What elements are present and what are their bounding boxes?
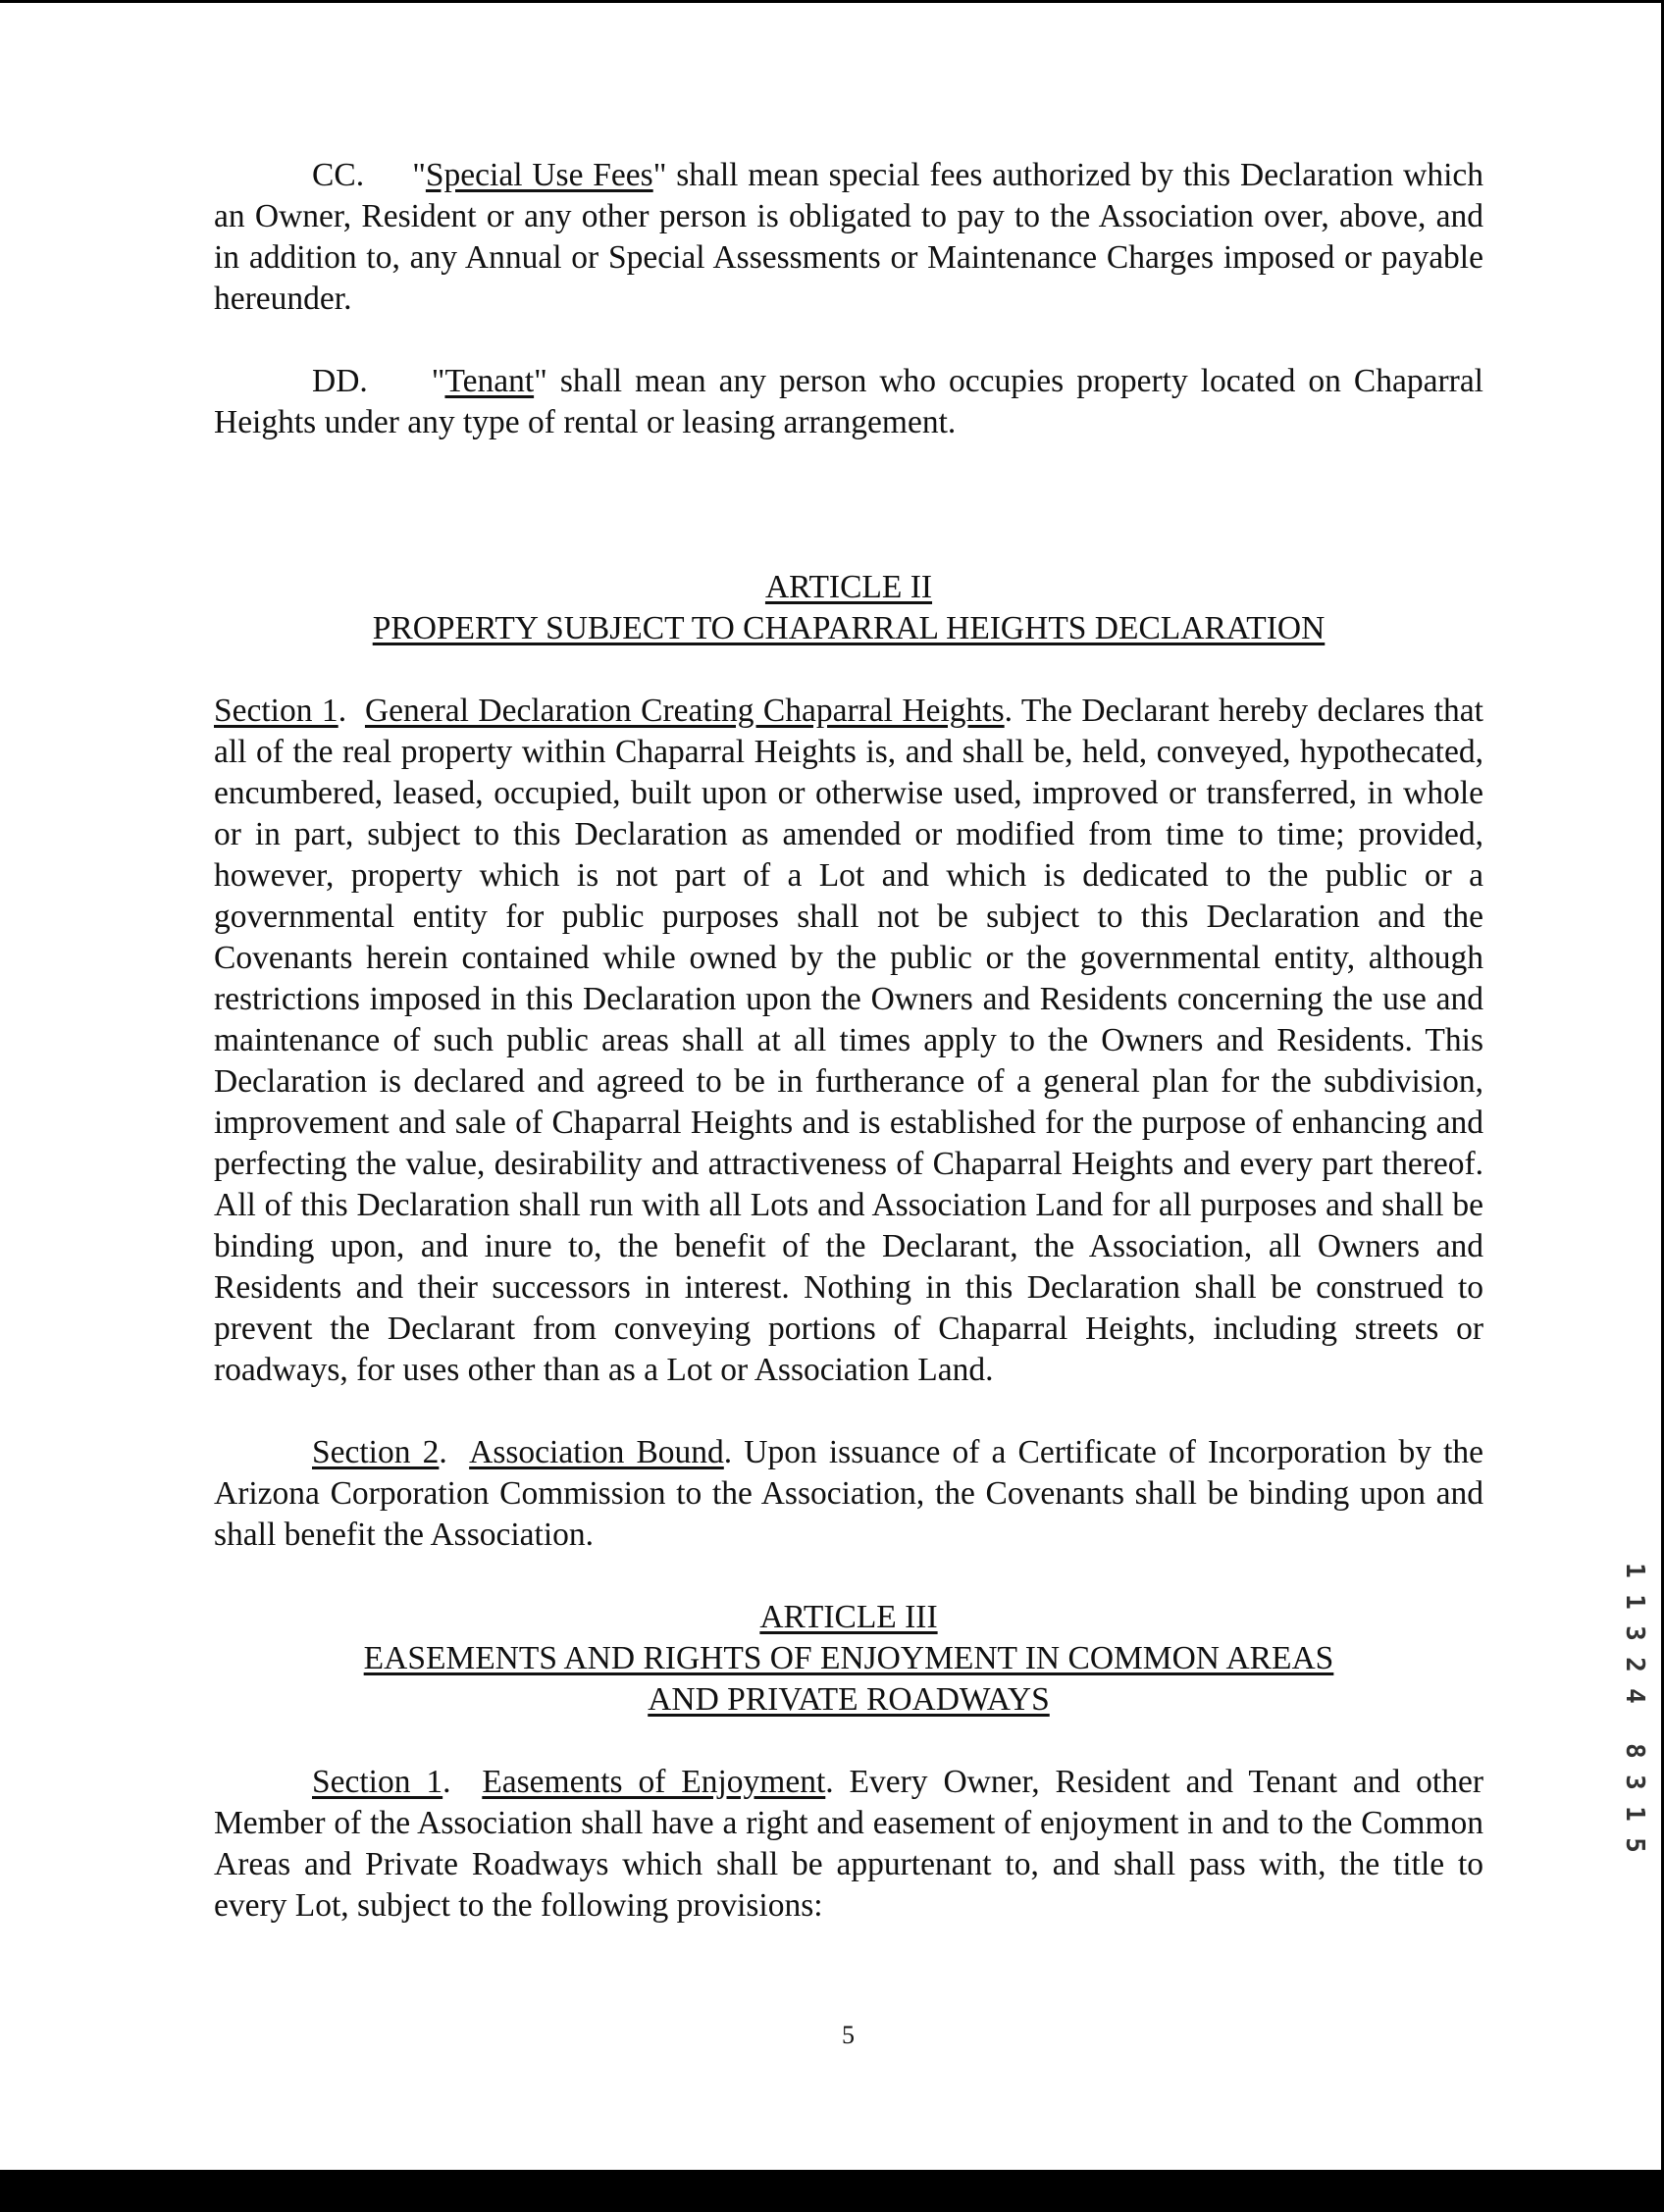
article-3-section-1-label: Section 1 <box>312 1764 443 1800</box>
article-3-section-1-heading: Easements of Enjoyment <box>482 1764 826 1800</box>
margin-stamp-digit: 1 <box>1620 1594 1649 1610</box>
article-2-section-1-text: The Declarant hereby declares that all of the real property within Chaparral Heights is, and shall be, held, conveyed, hypothecated, encumbered, leased, occupied, built upon or otherwise used, improved or transferred, in whole or in part, subject to this Declaration as amended or modified from time to time; provided, however, property which is not part of a Lot and which is dedicated to the public or a governmental entity for public purposes shall not be subject to this Declaration and the Covenants herein contained while owned by the public or the governmental entity, although restrictions imposed in this Declaration upon the Owners and Residents concerning the use and maintenance of such public areas shall at all times apply to the Owners and Residents. This Declaration is declared and agreed to be in furtherance of a general plan for the subdivision, improvement and sale of Chaparral Heights and is established for the purpose of enhancing and perfecting the value, desirability and attractiveness of Chaparral Heights and every part thereof. All of this Declaration shall run with all Lots and Association Land for all purposes and shall be binding upon, and inure to, the benefit of the Declarant, the Association, all Owners and Residents and their successors in interest. Nothing in this Declaration shall be construed to prevent the Declarant from conveying portions of Chaparral Heights, including streets or roadways, for uses other than as a Lot or Association Land. <box>214 693 1483 1388</box>
definition-dd: DD. "Tenant" shall mean any person who occupies property located on Chaparral Heights under any type of rental or leasing arrangement. <box>214 363 1483 440</box>
page-top-edge <box>0 0 1664 3</box>
article-2-section-2-text: Upon issuance of a Certificate of Incorporation by the Arizona Corporation Commission to the Association, the Covenants shall be binding upon and shall benefit the Association. <box>214 1434 1484 1553</box>
article-3-heading <box>214 1597 1483 1721</box>
article-3-title-line-1: EASEMENTS AND RIGHTS OF ENJOYMENT IN COMMON AREAS <box>363 1640 1334 1676</box>
article-2-section-1-heading: General Declaration Creating Chaparral Heights <box>364 693 1005 729</box>
article-2-section-1: Section 1. General Declaration Creating Chaparral Heights. The Declarant hereby declares that all of the real property within Chaparral Heights is, and shall be, held, conveyed, hypothecated, encumbered, leased, occupied, built upon or otherwise used, improved or transferred, in whole or in part, subject to this Declaration as amended or modified from time to time; provided, however, property which is not part of a Lot and which is dedicated to the public or a governmental entity for public purposes shall not be subject to this Declaration and the Covenants herein contained while owned by the public or the governmental entity, although restrictions imposed in this Declaration upon the Owners and Residents concerning the use and maintenance of such public areas shall at all times apply to the Owners and Residents. This Declaration is declared and agreed to be in furtherance of a general plan for the subdivision, improvement and sale of Chaparral Heights and is established for the purpose of enhancing and perfecting the value, desirability and attractiveness of Chaparral Heights and every part thereof. All of this Declaration shall run with all Lots and Association Land for all purposes and shall be binding upon, and inure to, the benefit of the Declarant, the Association, all Owners and Residents and their successors in interest. Nothing in this Declaration shall be construed to prevent the Declarant from conveying portions of Chaparral Heights, including streets or roadways, for uses other than as a Lot or Association Land. <box>214 693 1483 1388</box>
article-2-section-1-label: Section 1 <box>214 693 338 729</box>
article-2-section-2: Section 2. Association Bound. Upon issuance of a Certificate of Incorporation by the Arizona Corporation Commission to the Association, the Covenants shall be binding upon and shall benefit the Association. <box>214 1434 1484 1553</box>
margin-stamp <box>1621 1555 1648 1861</box>
article-2-number: ARTICLE II <box>764 569 933 605</box>
margin-stamp-digit: 1 <box>1620 1563 1649 1578</box>
article-3-number: ARTICLE III <box>759 1599 938 1635</box>
article-2-section-2-label: Section 2 <box>312 1434 440 1470</box>
article-3-title-line-2: AND PRIVATE ROADWAYS <box>648 1681 1050 1718</box>
margin-stamp-digit: 2 <box>1620 1657 1649 1672</box>
definition-cc-label: CC. <box>312 157 365 193</box>
article-2-title: PROPERTY SUBJECT TO CHAPARRAL HEIGHTS DECLARATION <box>372 610 1326 646</box>
article-2-section-2-heading: Association Bound <box>469 1434 724 1470</box>
definition-cc: CC. "Special Use Fees" shall mean special fees authorized by this Declaration which an Owner, Resident or any other person is obligated to pay to the Association over, above, and in addition to, any Annual or Special Assessments or Maintenance Charges imposed or payable hereunder. <box>214 157 1483 317</box>
margin-stamp-digit: 3 <box>1620 1625 1649 1641</box>
margin-stamp-digit: 4 <box>1620 1688 1649 1704</box>
article-2-heading <box>214 567 1483 649</box>
article-3-section-1: Section 1. Easements of Enjoyment. Every Owner, Resident and Tenant and other Member of the Association shall have a right and easement of enjoyment in and to the Common Areas and Private Roadways which shall be appurtenant to, and shall pass with, the title to every Lot, subject to the following provisions: <box>214 1764 1483 1924</box>
margin-stamp-digit: 3 <box>1620 1775 1649 1790</box>
page-number: 5 <box>842 2021 855 2049</box>
margin-stamp-digit: 1 <box>1620 1806 1649 1822</box>
margin-stamp-digit: 5 <box>1620 1837 1649 1853</box>
definition-cc-text: shall mean special fees authorized by this Declaration which an Owner, Resident or any other person is obligated to pay to the Association over, above, and in addition to, any Annual or Special Assessments or Maintenance Charges imposed or payable hereunder. <box>214 157 1483 317</box>
definition-dd-label: DD. <box>312 363 368 399</box>
scan-bottom-band <box>0 2170 1664 2212</box>
article-3-section-1-text: Every Owner, Resident and Tenant and other Member of the Association shall have a right and easement of enjoyment in and to the Common Areas and Private Roadways which shall be appurtenant to, and shall pass with, the title to every Lot, subject to the following provisions: <box>214 1764 1483 1924</box>
definition-dd-term: Tenant <box>444 363 535 399</box>
margin-stamp-digit: 8 <box>1620 1743 1649 1759</box>
definition-dd-text: shall mean any person who occupies property located on Chaparral Heights under any type of rental or leasing arrangement. <box>214 363 1483 440</box>
definition-cc-term: Special Use Fees <box>425 157 653 193</box>
document-body <box>214 155 1483 1927</box>
